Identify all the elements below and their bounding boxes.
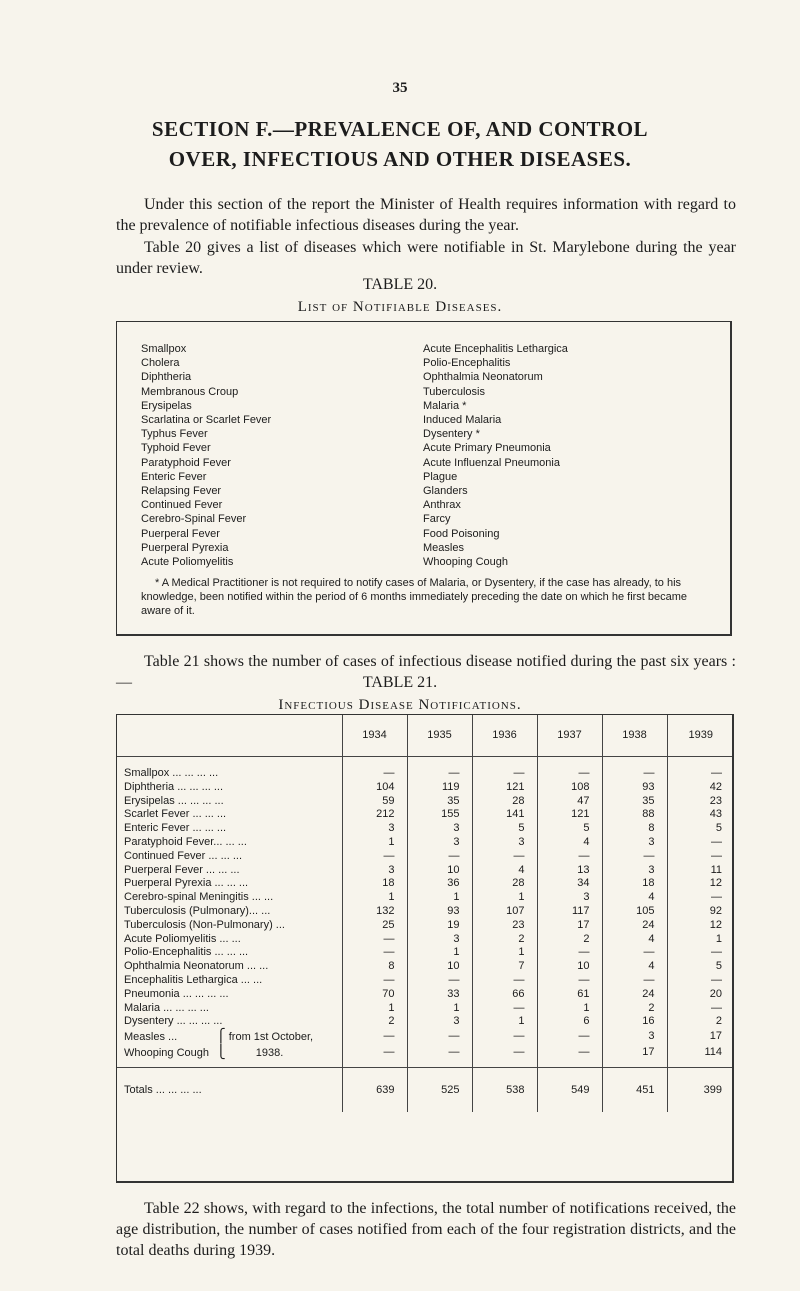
year-header: 1935 [407, 714, 472, 757]
table-cell: 24 [602, 919, 667, 933]
table20-intro: Table 20 gives a list of diseases which were notifiable in St. Marylebone during the year under review. [116, 239, 736, 277]
table-cell: — [537, 946, 602, 960]
notifiable-disease-item: Glanders [423, 485, 468, 498]
table-cell: 119 [407, 781, 472, 795]
year-header: 1939 [667, 714, 734, 757]
table-header-row [116, 714, 734, 757]
disease-label: Scarlet Fever ... ... ... [124, 808, 227, 821]
table-row [116, 933, 734, 947]
table-row [116, 781, 734, 795]
disease-label-bracketed [116, 1045, 342, 1067]
table-cell: — [407, 974, 472, 988]
disease-label: Tuberculosis (Non-Pulmonary) ... [124, 918, 285, 931]
table-cell: 212 [342, 808, 407, 822]
table-cell: 13 [537, 864, 602, 878]
table-cell: 7 [472, 960, 537, 974]
table-cell: 5 [667, 960, 734, 974]
bracket-glyph: ⎩ [216, 1043, 226, 1059]
page-number: 35 [392, 80, 408, 96]
table21-title: TABLE 21. [362, 674, 438, 691]
table-cell: 23 [472, 919, 537, 933]
table-cell: 3 [407, 933, 472, 947]
table-cell: 61 [537, 988, 602, 1002]
notifiable-disease-item: Anthrax [423, 499, 461, 512]
year-header: 1938 [602, 714, 667, 757]
notifications-table [116, 714, 734, 1112]
table20-footnote: * A Medical Practitioner is not required to notify cases of Malaria, or Dysentery, if the case has already, to his knowledge, been notified within the period of 6 months immediately preceding the date on which he first became aware of it. [141, 577, 688, 618]
table-cell: 1 [342, 836, 407, 850]
table-cell: 17 [602, 1045, 667, 1067]
table-cell: — [342, 757, 407, 781]
table-cell: — [472, 850, 537, 864]
table-cell: 23 [667, 795, 734, 809]
disease-label: Puerperal Pyrexia ... ... ... [124, 877, 249, 890]
disease-label: Paratyphoid Fever... ... ... [124, 835, 247, 848]
notifiable-diseases-box [116, 321, 732, 636]
disease-label: Ophthalmia Neonatorum ... ... [124, 960, 269, 973]
notifiable-disease-item: Acute Influenzal Pneumonia [423, 456, 560, 469]
disease-label: Encephalitis Lethargica ... ... [124, 973, 263, 986]
notifiable-diseases-right-column [423, 342, 568, 569]
table-cell: 88 [602, 808, 667, 822]
table-cell: 4 [602, 933, 667, 947]
table-cell: 1 [407, 1002, 472, 1016]
table-cell: 4 [537, 836, 602, 850]
table-cell: 17 [667, 1029, 734, 1045]
table-row [116, 877, 734, 891]
table-cell: — [342, 1045, 407, 1067]
table-row [116, 905, 734, 919]
table-cell: — [537, 850, 602, 864]
table-cell: 121 [537, 808, 602, 822]
table-cell: 59 [342, 795, 407, 809]
table-row [116, 808, 734, 822]
notifiable-disease-item: Tuberculosis [423, 385, 485, 398]
notifiable-disease-item: Typhus Fever [141, 428, 208, 441]
table-cell: 18 [342, 877, 407, 891]
notifiable-diseases-left-column [141, 342, 271, 569]
header-label-cell [116, 714, 342, 757]
table-cell: — [537, 1029, 602, 1045]
notifiable-disease-item: Puerperal Pyrexia [141, 541, 229, 554]
table-cell: 47 [537, 795, 602, 809]
total-cell: 451 [602, 1067, 667, 1112]
bracket-note: from 1st October, [228, 1031, 314, 1044]
notifiable-disease-item: Diphtheria [141, 371, 192, 384]
table-cell: — [342, 974, 407, 988]
notifiable-disease-item: Plague [423, 470, 458, 483]
table-row [116, 919, 734, 933]
table-cell: 2 [667, 1015, 734, 1029]
table-row [116, 864, 734, 878]
notifiable-disease-item: Erysipelas [141, 399, 192, 412]
notifiable-disease-item: Typhoid Fever [141, 442, 211, 455]
table-cell: 24 [602, 988, 667, 1002]
table-cell: 108 [537, 781, 602, 795]
table-cell: 141 [472, 808, 537, 822]
table-row [116, 974, 734, 988]
table-cell: 114 [667, 1045, 734, 1067]
table-cell: — [667, 850, 734, 864]
table-cell: 1 [472, 1015, 537, 1029]
notifiable-disease-item: Measles [423, 541, 464, 554]
table-cell: 28 [472, 795, 537, 809]
total-cell: 639 [342, 1067, 407, 1112]
notifiable-disease-item: Induced Malaria [423, 414, 502, 427]
table-cell: 42 [667, 781, 734, 795]
disease-label: Polio-Encephalitis ... ... ... [124, 946, 249, 959]
notifiable-disease-item: Cholera [141, 357, 180, 370]
table-cell: 28 [472, 877, 537, 891]
table-cell: 117 [537, 905, 602, 919]
table-cell: 3 [407, 822, 472, 836]
table-cell: 19 [407, 919, 472, 933]
total-cell: 399 [667, 1067, 734, 1112]
notifiable-disease-item: Malaria * [423, 399, 467, 412]
table-cell: 1 [537, 1002, 602, 1016]
notifiable-disease-item: Cerebro-Spinal Fever [141, 513, 247, 526]
notifiable-disease-item: Enteric Fever [141, 470, 207, 483]
table-cell: — [407, 1045, 472, 1067]
notifiable-disease-item: Farcy [423, 513, 451, 526]
notifiable-disease-item: Polio-Encephalitis [423, 357, 511, 370]
notifiable-disease-item: Acute Primary Pneumonia [423, 442, 551, 455]
table-cell: 18 [602, 877, 667, 891]
table-cell: — [537, 974, 602, 988]
table-cell: 5 [667, 822, 734, 836]
table-cell: 5 [472, 822, 537, 836]
table-cell: 3 [342, 822, 407, 836]
section-title-line-2: OVER, INFECTIOUS AND OTHER DISEASES. [168, 147, 632, 171]
table-cell: — [472, 1029, 537, 1045]
notifiable-disease-item: Whooping Cough [423, 556, 509, 569]
table-cell: — [667, 757, 734, 781]
table-row [116, 891, 734, 905]
table-cell: — [472, 757, 537, 781]
table-cell: 1 [472, 946, 537, 960]
table-cell: — [667, 1002, 734, 1016]
table-row [116, 1015, 734, 1029]
table-cell: 1 [342, 1002, 407, 1016]
year-header: 1934 [342, 714, 407, 757]
table-cell: 8 [342, 960, 407, 974]
disease-label: Acute Poliomyelitis ... ... [124, 932, 241, 945]
table-cell: 43 [667, 808, 734, 822]
bracket-glyph: ⎧ [216, 1028, 226, 1044]
table-cell: 1 [342, 891, 407, 905]
table-row [116, 960, 734, 974]
table-cell: — [342, 946, 407, 960]
table-cell: 34 [537, 877, 602, 891]
table-row [116, 946, 734, 960]
table-cell: 5 [537, 822, 602, 836]
table-cell: 3 [602, 864, 667, 878]
table-cell: — [342, 850, 407, 864]
table-cell: 2 [342, 1015, 407, 1029]
table-cell: — [342, 933, 407, 947]
table-cell: 20 [667, 988, 734, 1002]
table-cell: — [602, 946, 667, 960]
notifiable-disease-item: Membranous Croup [141, 385, 239, 398]
table-cell: 93 [602, 781, 667, 795]
disease-label: Whooping Cough [124, 1046, 210, 1059]
table22-intro: Table 22 shows, with regard to the infections, the total number of notifications received, the age distribution, the number of cases notified from each of the four registration districts, and the total deaths during 1939. [116, 1200, 736, 1259]
year-header: 1936 [472, 714, 537, 757]
table-cell: 3 [537, 891, 602, 905]
table-cell: — [407, 757, 472, 781]
notifiable-disease-item: Ophthalmia Neonatorum [423, 371, 543, 384]
table-cell: — [407, 850, 472, 864]
totals-row [116, 1067, 734, 1112]
disease-label: Measles ... [124, 1031, 178, 1044]
table-cell: 1 [407, 946, 472, 960]
disease-label: Diphtheria ... ... ... ... [124, 780, 224, 793]
table-cell: — [667, 891, 734, 905]
notifiable-disease-item: Scarlatina or Scarlet Fever [141, 414, 272, 427]
total-cell: 538 [472, 1067, 537, 1112]
table-cell: 3 [407, 836, 472, 850]
table-cell: — [667, 836, 734, 850]
table-cell: 10 [407, 960, 472, 974]
section-title [60, 114, 740, 174]
table-cell: 1 [472, 891, 537, 905]
notifiable-disease-item: Continued Fever [141, 499, 223, 512]
table21-intro: Table 21 shows the number of cases of infectious disease notified during the past six years :— [116, 653, 736, 691]
table-cell: 36 [407, 877, 472, 891]
table-cell: 132 [342, 905, 407, 919]
disease-label: Pneumonia ... ... ... ... [124, 987, 229, 1000]
table-cell: — [472, 1002, 537, 1016]
table-cell: — [537, 1045, 602, 1067]
table-cell: 10 [407, 864, 472, 878]
disease-label: Malaria ... ... ... ... [124, 1001, 209, 1014]
table-cell: 155 [407, 808, 472, 822]
disease-label: Puerperal Fever ... ... ... [124, 863, 240, 876]
disease-label-bracketed [116, 1029, 342, 1045]
table-row [116, 822, 734, 836]
disease-label: Erysipelas ... ... ... ... [124, 794, 224, 807]
table-cell: — [602, 757, 667, 781]
table-cell: 121 [472, 781, 537, 795]
table-row [116, 850, 734, 864]
table-cell: 12 [667, 919, 734, 933]
table-cell: 105 [602, 905, 667, 919]
table-cell: 2 [472, 933, 537, 947]
total-cell: 525 [407, 1067, 472, 1112]
disease-label: Tuberculosis (Pulmonary)... ... [124, 904, 271, 917]
table20-title: TABLE 20. [362, 276, 438, 293]
table-cell: 25 [342, 919, 407, 933]
table-cell: 104 [342, 781, 407, 795]
table-cell: 4 [602, 891, 667, 905]
table-cell: 11 [667, 864, 734, 878]
table-cell: — [667, 946, 734, 960]
table-row [116, 1029, 734, 1045]
table-cell: 3 [602, 1029, 667, 1045]
table-cell: 2 [602, 1002, 667, 1016]
table-cell: — [602, 850, 667, 864]
disease-label: Cerebro-spinal Meningitis ... ... [124, 891, 274, 904]
table-cell: 3 [342, 864, 407, 878]
table-cell: 92 [667, 905, 734, 919]
table-cell: 35 [407, 795, 472, 809]
table-cell: — [667, 974, 734, 988]
table-cell: 8 [602, 822, 667, 836]
notifiable-disease-item: Food Poisoning [423, 527, 500, 540]
table21-caption: Infectious Disease Notifications. [278, 697, 522, 713]
notifiable-disease-item: Acute Encephalitis Lethargica [423, 343, 568, 355]
total-cell: 549 [537, 1067, 602, 1112]
table-cell: 10 [537, 960, 602, 974]
bracket-note: 1938. [255, 1046, 284, 1059]
notifiable-disease-item: Acute Poliomyelitis [141, 556, 234, 569]
table-cell: 2 [537, 933, 602, 947]
table-cell: 4 [472, 864, 537, 878]
year-header: 1937 [537, 714, 602, 757]
table-cell: 16 [602, 1015, 667, 1029]
table-cell: — [602, 974, 667, 988]
disease-label: Continued Fever ... ... ... [124, 849, 242, 862]
table-cell: 3 [472, 836, 537, 850]
disease-label: Dysentery ... ... ... ... [124, 1015, 223, 1028]
table-cell: — [342, 1029, 407, 1045]
table-cell: 3 [407, 1015, 472, 1029]
notifiable-disease-item: Puerperal Fever [141, 527, 220, 540]
notifiable-disease-item: Dysentery * [423, 428, 480, 441]
table-cell: 93 [407, 905, 472, 919]
intro-paragraph: Under this section of the report the Minister of Health requires information with regard to the prevalence of notifiable infectious diseases during the year. [116, 196, 736, 234]
section-title-line-1: SECTION F.—PREVALENCE OF, AND CONTROL [151, 117, 649, 141]
table-row [116, 1002, 734, 1016]
table-cell: 1 [407, 891, 472, 905]
table-row [116, 988, 734, 1002]
table-cell: 33 [407, 988, 472, 1002]
table20-caption: List of Notifiable Diseases. [297, 299, 503, 315]
table-row [116, 795, 734, 809]
table-cell: — [472, 1045, 537, 1067]
table-cell: 70 [342, 988, 407, 1002]
table-cell: — [472, 974, 537, 988]
notifiable-disease-item: Smallpox [141, 343, 187, 355]
table-cell: — [407, 1029, 472, 1045]
table-cell: 4 [602, 960, 667, 974]
table-cell: 6 [537, 1015, 602, 1029]
table-row [116, 1045, 734, 1067]
notifiable-disease-item: Paratyphoid Fever [141, 456, 231, 469]
table-cell: 17 [537, 919, 602, 933]
disease-label: Smallpox ... ... ... ... [124, 767, 219, 779]
table-cell: 12 [667, 877, 734, 891]
totals-label: Totals ... ... ... ... [116, 1067, 342, 1112]
table-row [116, 757, 734, 781]
table-cell: 66 [472, 988, 537, 1002]
table-cell: 1 [667, 933, 734, 947]
table-cell: 35 [602, 795, 667, 809]
notifiable-disease-item: Relapsing Fever [141, 485, 222, 498]
disease-label: Enteric Fever ... ... ... [124, 822, 227, 835]
table-cell: 3 [602, 836, 667, 850]
table-row [116, 836, 734, 850]
table-cell: 107 [472, 905, 537, 919]
table-cell: — [537, 757, 602, 781]
